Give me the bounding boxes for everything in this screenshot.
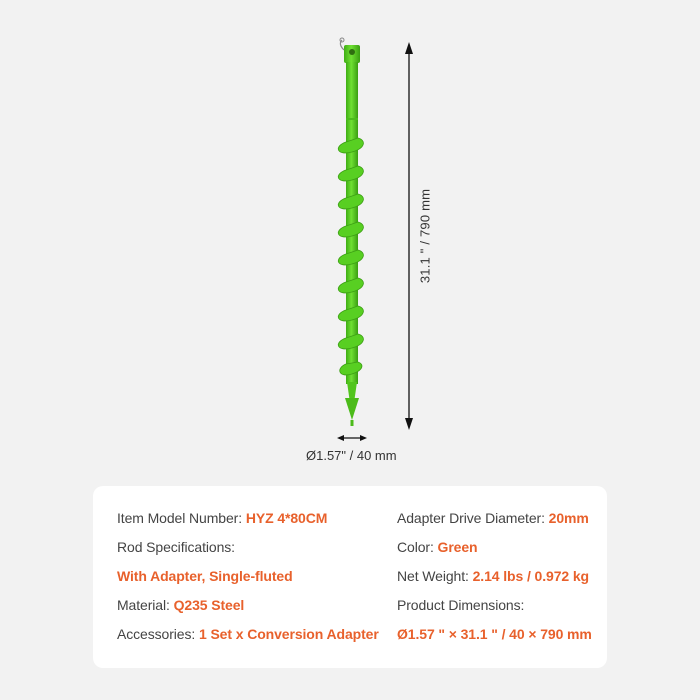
spec-label: Adapter Drive Diameter: [397,510,545,526]
spec-label: Accessories: [117,626,196,642]
spec-value: 1 Set x Conversion Adapter [198,626,379,642]
spec-color [397,538,478,556]
specifications-card [93,486,607,668]
spec-value: Q235 Steel [173,597,245,613]
spec-label: Net Weight: [397,568,469,584]
spec-label: Item Model Number: [117,510,243,526]
spec-item-model [117,509,327,527]
spec-label: Material: [117,597,170,613]
auger-drill-bit [338,38,363,426]
diameter-dimension-arrow [337,435,367,441]
spec-accessories [117,625,379,643]
spec-label: Product Dimensions: [397,597,525,613]
spec-label: Rod Specifications: [117,539,235,555]
diameter-dimension-label: Ø1.57" / 40 mm [306,448,397,463]
spec-product-dimensions-value-row [397,625,592,643]
spec-label: Color: [397,539,434,555]
spec-value: 20mm [548,510,589,526]
spec-product-dimensions-label-row [397,596,524,614]
spec-value: With Adapter, Single-fluted [117,568,293,584]
spec-value: 2.14 lbs / 0.972 kg [472,568,589,584]
height-dimension-arrow [405,42,413,430]
spec-adapter-drive-diameter [397,509,589,527]
spec-value: HYZ 4*80CM [245,510,328,526]
spec-rod-value-row [117,567,293,585]
spec-value: Green [437,539,478,555]
spec-net-weight [397,567,589,585]
height-dimension-label: 31.1 " / 790 mm [417,188,433,284]
spec-rod-label-row [117,538,235,556]
spec-value: Ø1.57 " × 31.1 " / 40 × 790 mm [397,626,592,642]
spec-material [117,596,244,614]
